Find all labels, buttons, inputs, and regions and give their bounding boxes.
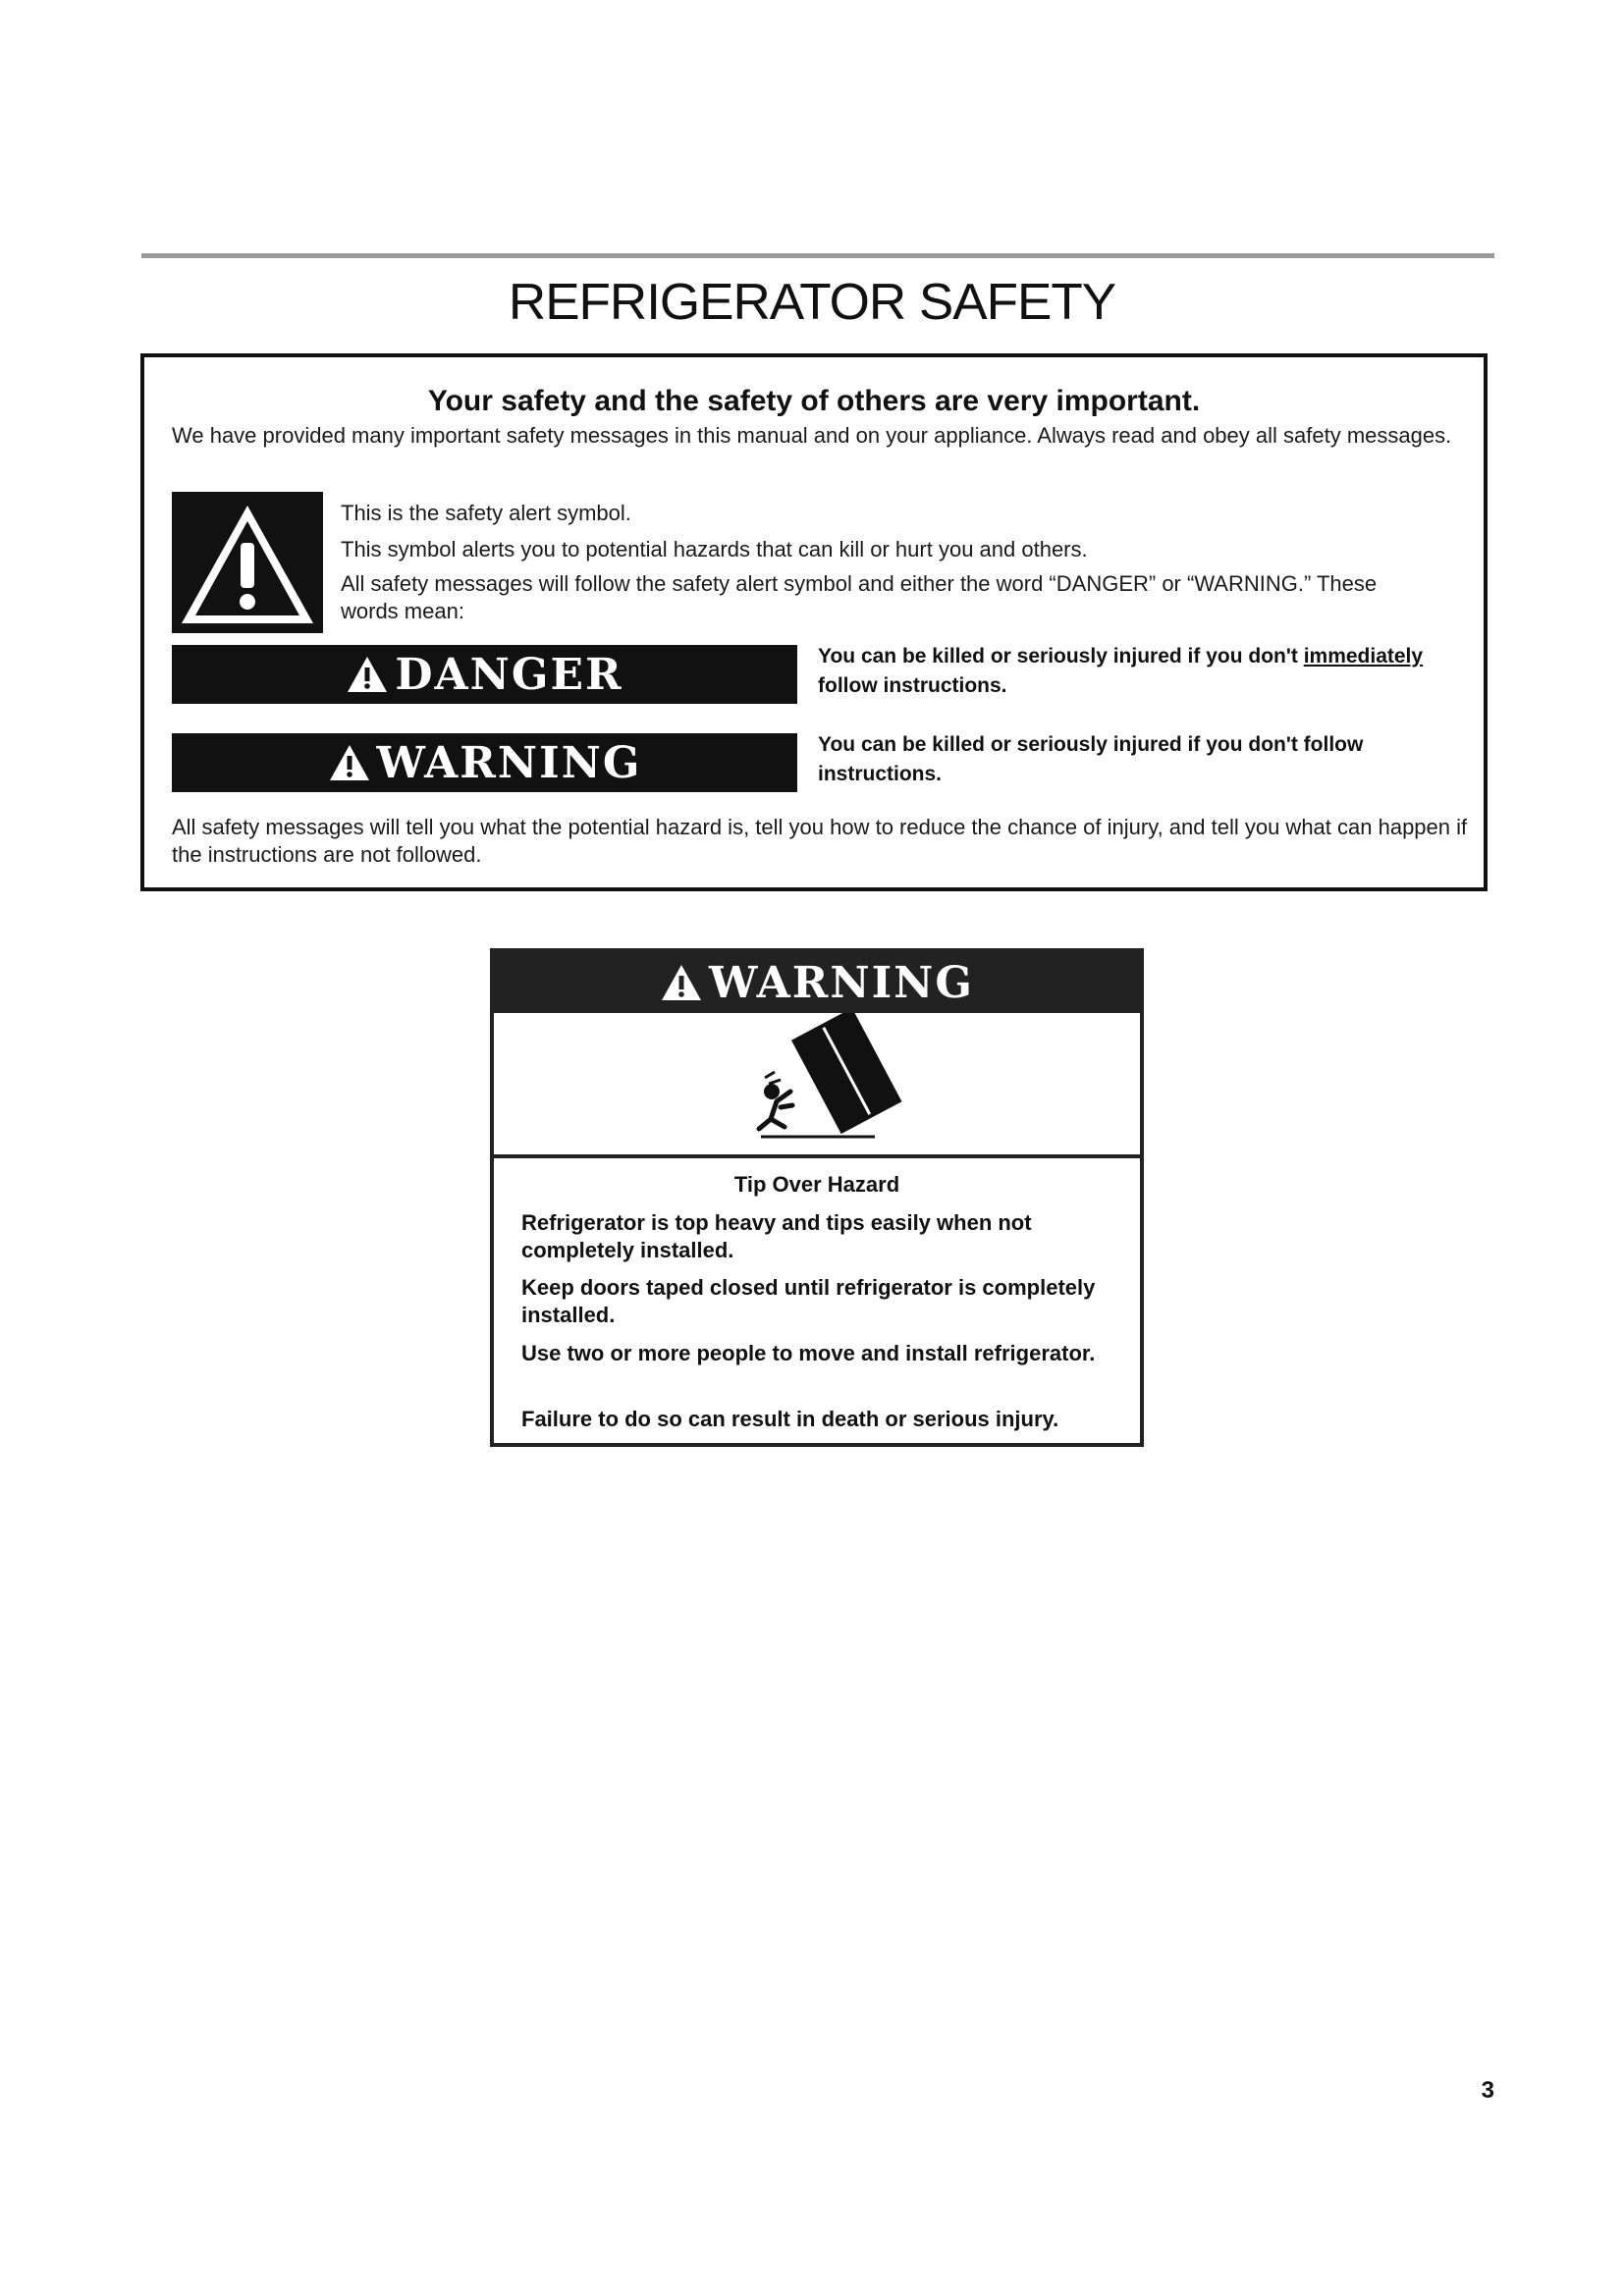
signal-words-intro: All safety messages will follow the safety alert symbol and either the word “DANGER” or “WARNING.” These words mean:: [341, 571, 1378, 623]
tip-over-message: Use two or more people to move and install refrigerator.: [521, 1341, 1096, 1365]
danger-definition-end: follow instructions.: [818, 674, 1007, 697]
warning-definition: You can be killed or seriously injured if you don't follow instructions.: [818, 733, 1364, 785]
tip-over-message: Keep doors taped closed until refrigerator is completely installed.: [521, 1275, 1096, 1327]
tip-over-title: Tip Over Hazard: [733, 1172, 900, 1197]
danger-definition-start: You can be killed or seriously injured if you don't: [818, 645, 1304, 667]
alert-symbol-explanation: This symbol alerts you to potential hazards that can kill or hurt you and others.: [341, 537, 1088, 561]
header-rule: [141, 253, 1494, 258]
page-number: 3: [1481, 2077, 1494, 2104]
warning-banner: [172, 733, 797, 792]
alert-symbol-text: This is the safety alert symbol.: [341, 501, 631, 525]
tip-over-graphic: [494, 1013, 1140, 1154]
tip-over-hazard-icon: [494, 1013, 1148, 1154]
tip-over-divider: [494, 1154, 1140, 1158]
tip-over-warning-box: [490, 948, 1144, 1447]
tip-over-warning-header: [494, 952, 1140, 1013]
warning-triangle-icon: [660, 963, 703, 1002]
tip-over-message: Failure to do so can result in death or serious injury.: [521, 1407, 1059, 1431]
danger-label: DANGER: [395, 649, 623, 700]
safety-alert-symbol-icon: [172, 492, 323, 633]
danger-definition: [818, 642, 1476, 701]
warning-label: WARNING: [376, 737, 642, 788]
page-title: REFRIGERATOR SAFETY: [508, 274, 1116, 331]
warning-triangle-icon: [328, 743, 371, 782]
warning-triangle-icon: [346, 655, 389, 694]
danger-banner: [172, 645, 797, 704]
danger-definition-emphasis: immediately: [1303, 645, 1424, 667]
tip-over-message: Refrigerator is top heavy and tips easily when not completely installed.: [521, 1210, 1032, 1262]
safety-box-heading: Your safety and the safety of others are very important.: [427, 385, 1201, 417]
safety-info-box: [140, 353, 1488, 891]
tip-over-warning-label: WARNING: [709, 957, 974, 1008]
safety-box-closing: All safety messages will tell you what the potential hazard is, tell you how to reduce the chance of injury, and tell you what can happen if the instructions are not followed.: [172, 815, 1468, 867]
safety-box-intro: We have provided many important safety messages in this manual and on your appliance. Always read and obey all safety messages.: [172, 423, 1452, 448]
